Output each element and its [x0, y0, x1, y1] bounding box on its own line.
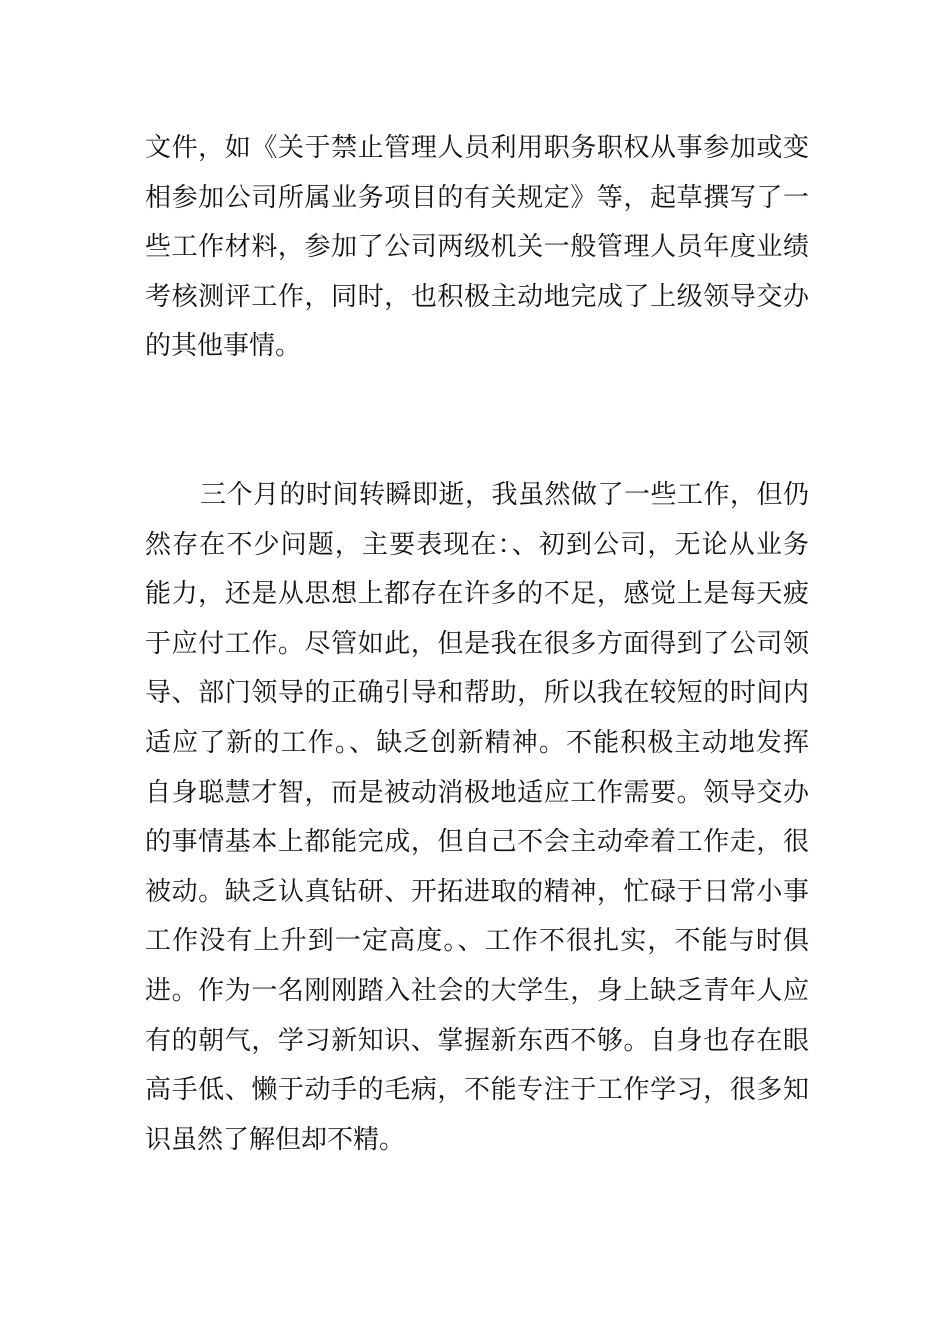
paragraph-line: 的事情基本上都能完成，但自己不会主动牵着工作走，很 — [145, 827, 809, 858]
paragraph-line: 导、部门领导的正确引导和帮助，所以我在较短的时间内 — [145, 678, 809, 709]
paragraph-line: 考核测评工作，同时，也积极主动地完成了上级领导交办 — [145, 281, 809, 312]
paragraph-1 — [145, 124, 809, 372]
paragraph-line: 适应了新的工作。、缺乏创新精神。不能积极主动地发挥 — [145, 727, 809, 758]
paragraph-line: 工作没有上升到一定高度。、工作不很扎实，不能与时俱 — [145, 926, 809, 957]
paragraph-line: 的其他事情。 — [145, 331, 302, 362]
paragraph-line: 被动。缺乏认真钻研、开拓进取的精神，忙碌于日常小事 — [145, 876, 809, 907]
paragraph-line: 些工作材料，参加了公司两级机关一般管理人员年度业绩 — [145, 232, 809, 263]
paragraph-line: 识虽然了解但却不精。 — [145, 1124, 406, 1155]
paragraph-line: 相参加公司所属业务项目的有关规定》等，起草撰写了一 — [145, 182, 809, 213]
paragraph-line: 有的朝气，学习新知识、掌握新东西不够。自身也存在眼 — [145, 1025, 809, 1056]
paragraph-line: 自身聪慧才智，而是被动消极地适应工作需要。领导交办 — [145, 777, 809, 808]
paragraph-2 — [145, 471, 809, 1165]
paragraph-line: 于应付工作。尽管如此，但是我在很多方面得到了公司领 — [145, 628, 809, 659]
paragraph-line: 文件，如《关于禁止管理人员利用职务职权从事参加或变 — [145, 133, 809, 163]
paragraph-line: 进。作为一名刚刚踏入社会的大学生，身上缺乏青年人应 — [145, 975, 809, 1006]
paragraph-line: 能力，还是从思想上都存在许多的不足，感觉上是每天疲 — [145, 579, 809, 610]
paragraph-line: 三个月的时间转瞬即逝，我虽然做了一些工作，但仍 — [200, 480, 809, 510]
paragraph-line: 然存在不少问题，主要表现在：、初到公司，无论从业务 — [145, 529, 809, 560]
paragraph-line: 高手低、懒于动手的毛病，不能专注于工作学习，很多知 — [145, 1075, 809, 1106]
